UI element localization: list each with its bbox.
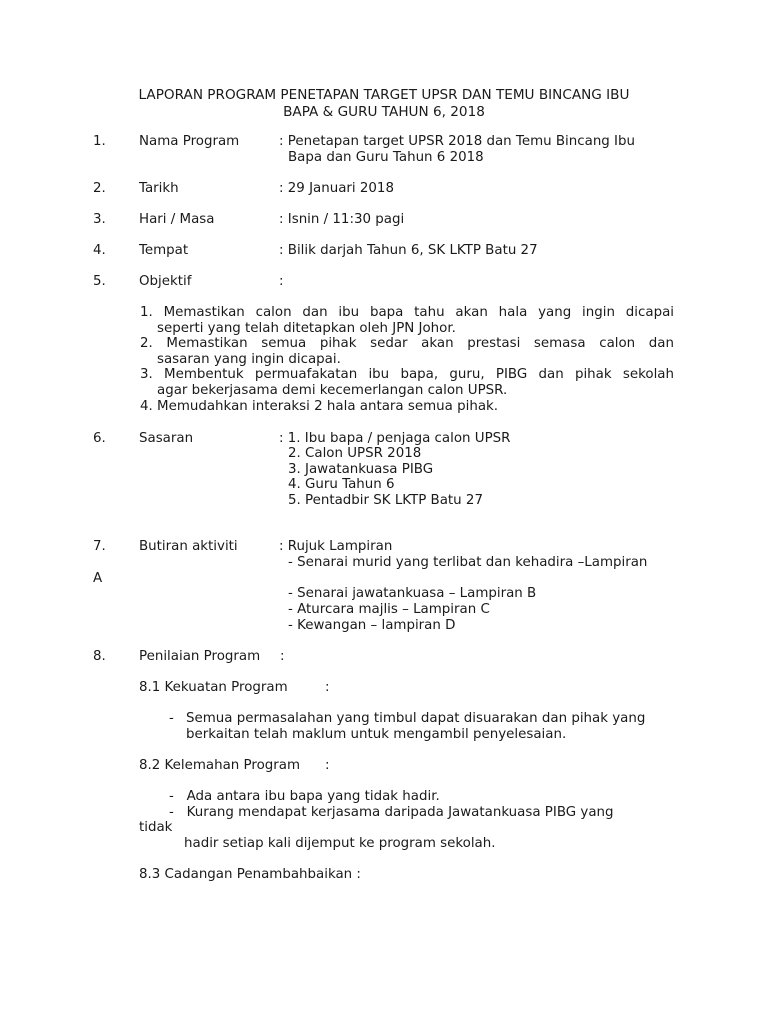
- objective-4: 4. Memudahkan interaksi 2 hala antara semua pihak.: [140, 399, 499, 414]
- weaknesses-heading: 8.2 Kelemahan Program: [139, 758, 301, 773]
- item-value: : Bilik darjah Tahun 6, SK LKTP Batu 27: [279, 243, 538, 258]
- item-label: Nama Program: [139, 134, 240, 149]
- objective-3-cont: agar bekerjasama demi kecemerlangan calon UPSR.: [157, 383, 508, 398]
- objective-3: 3. Membentuk permuafakatan ibu bapa, guru, PIBG dan pihak sekolah: [140, 367, 674, 382]
- target-line: 5. Pentadbir SK LKTP Batu 27: [288, 493, 483, 508]
- activity-line: - Senarai murid yang terlibat dan kehadira –Lampiran: [288, 555, 648, 570]
- target-line: 4. Guru Tahun 6: [288, 477, 395, 492]
- bullet-dash: -: [169, 711, 174, 726]
- strength-item-cont: berkaitan telah maklum untuk mengambil penyelesaian.: [186, 727, 567, 742]
- item-number: 5.: [93, 274, 106, 289]
- item-value-cont: Bapa dan Guru Tahun 6 2018: [288, 150, 484, 165]
- item-number: 4.: [93, 243, 106, 258]
- strength-item: Semua permasalahan yang timbul dapat disuarakan dan pihak yang: [186, 711, 646, 726]
- item-label: Tarikh: [139, 181, 179, 196]
- item-number: 6.: [93, 431, 106, 446]
- item-number: 8.: [93, 649, 106, 664]
- report-title-line-2: BAPA & GURU TAHUN 6, 2018: [283, 104, 485, 120]
- report-title-line-1: LAPORAN PROGRAM PENETAPAN TARGET UPSR DAN TEMU BINCANG IBU: [138, 87, 630, 103]
- item-label: Objektif: [139, 274, 192, 289]
- item-number: 2.: [93, 181, 106, 196]
- target-line: : 1. Ibu bapa / penjaga calon UPSR: [279, 431, 511, 446]
- activity-line-wrap: A: [93, 571, 103, 586]
- item-label: Sasaran: [139, 431, 194, 446]
- suggestions-heading: 8.3 Cadangan Penambahbaikan :: [139, 867, 361, 882]
- item-number: 7.: [93, 539, 106, 554]
- item-number: 1.: [93, 134, 106, 149]
- target-line: 3. Jawatankuasa PIBG: [288, 462, 434, 477]
- weakness-item: - Kurang mendapat kerjasama daripada Jawatankuasa PIBG yang: [169, 805, 614, 820]
- strengths-colon: :: [325, 680, 330, 695]
- item-label: Penilaian Program: [139, 649, 261, 664]
- item-value: :: [279, 274, 284, 289]
- item-colon: :: [280, 649, 285, 664]
- item-value: : 29 Januari 2018: [279, 181, 394, 196]
- weaknesses-colon: :: [325, 758, 330, 773]
- weakness-item-cont: hadir setiap kali dijemput ke program sekolah.: [184, 836, 496, 851]
- activity-line: : Rujuk Lampiran: [279, 539, 393, 554]
- target-line: 2. Calon UPSR 2018: [288, 446, 422, 461]
- activity-line: - Kewangan – lampiran D: [288, 618, 456, 633]
- weakness-item: - Ada antara ibu bapa yang tidak hadir.: [169, 789, 440, 804]
- objective-2-cont: sasaran yang ingin dicapai.: [157, 352, 341, 367]
- item-value: : Isnin / 11:30 pagi: [279, 212, 405, 227]
- activity-line: - Aturcara majlis – Lampiran C: [288, 602, 490, 617]
- objective-1-cont: seperti yang telah ditetapkan oleh JPN Johor.: [157, 321, 456, 336]
- strengths-heading: 8.1 Kekuatan Program: [139, 680, 288, 695]
- objective-2: 2. Memastikan semua pihak sedar akan prestasi semasa calon dan: [140, 336, 674, 351]
- item-label: Hari / Masa: [139, 212, 215, 227]
- weakness-item-wrap: tidak: [139, 820, 173, 835]
- item-value: : Penetapan target UPSR 2018 dan Temu Bincang Ibu: [279, 134, 635, 149]
- item-label: Butiran aktiviti: [139, 539, 238, 554]
- item-number: 3.: [93, 212, 106, 227]
- activity-line: - Senarai jawatankuasa – Lampiran B: [288, 586, 537, 601]
- objective-1: 1. Memastikan calon dan ibu bapa tahu akan hala yang ingin dicapai: [140, 305, 674, 320]
- item-label: Tempat: [139, 243, 189, 258]
